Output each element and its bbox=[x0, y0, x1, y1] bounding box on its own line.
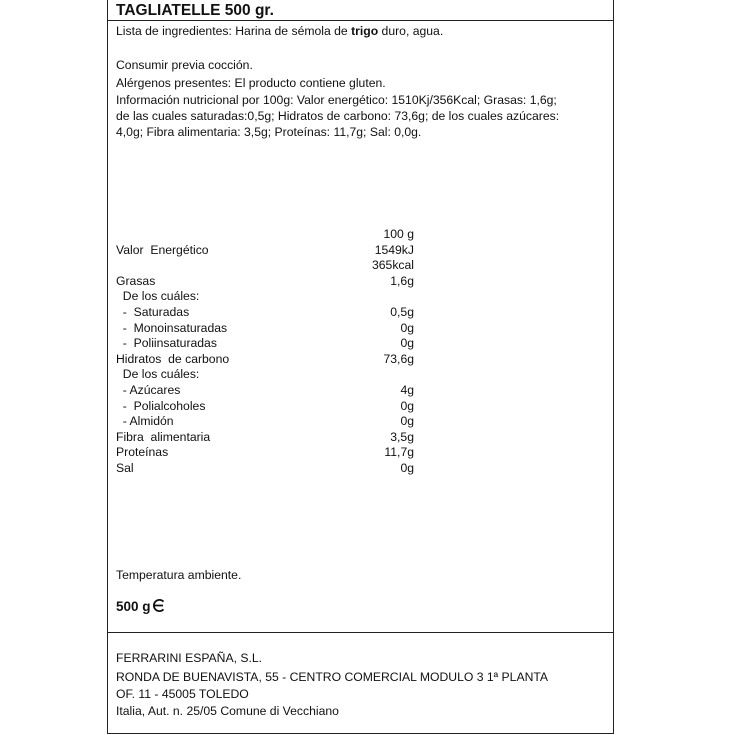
company-origin: Italia, Aut. n. 25/05 Comune di Vecchiano bbox=[116, 704, 339, 718]
nutrition-label: - Almidón bbox=[116, 414, 174, 429]
nutrition-label: - Poliinsaturadas bbox=[116, 336, 217, 351]
nutrition-header: 100 g bbox=[383, 227, 414, 241]
nutrition-row bbox=[116, 461, 421, 477]
nutrition-row bbox=[116, 336, 421, 352]
nutrition-value: 4g bbox=[400, 382, 414, 397]
nutrition-row bbox=[116, 383, 421, 399]
nutrition-label: Proteínas bbox=[116, 445, 169, 460]
company-divider bbox=[107, 632, 614, 633]
nutrition-text-line: Información nutricional por 100g: Valor energético: 1510Kj/356Kcal; Grasas: 1,6g; bbox=[116, 93, 557, 107]
usage-text: Consumir previa cocción. bbox=[116, 58, 253, 72]
nutrition-rows bbox=[116, 243, 421, 477]
nutrition-row bbox=[116, 445, 421, 461]
nutrition-row bbox=[116, 367, 421, 383]
nutrition-label: Sal bbox=[116, 460, 134, 475]
nutrition-value: 0g bbox=[400, 460, 414, 475]
nutrition-row bbox=[116, 352, 421, 368]
nutrition-value: 73,6g bbox=[383, 351, 414, 366]
nutrition-value: 3,5g bbox=[390, 429, 414, 444]
nutrition-label: Hidratos de carbono bbox=[116, 351, 230, 366]
nutrition-label: Valor Energético bbox=[116, 242, 209, 257]
nutrition-label: - Polialcoholes bbox=[116, 398, 206, 413]
ingredients-line bbox=[116, 24, 443, 39]
nutrition-header-row bbox=[116, 227, 421, 243]
estimated-sign-icon bbox=[152, 598, 165, 618]
ingredients-prefix: Lista de ingredientes: Harina de sémola de bbox=[116, 24, 352, 38]
nutrition-value: 0,5g bbox=[390, 304, 414, 319]
nutrition-text-line: 4,0g; Fibra alimentaria: 3,5g; Proteínas: 11,7g; Sal: 0,0g. bbox=[116, 125, 422, 139]
ingredients-allergen-bold: trigo bbox=[351, 24, 379, 38]
nutrition-row bbox=[116, 321, 421, 337]
storage-text: Temperatura ambiente. bbox=[116, 568, 242, 582]
nutrition-table bbox=[116, 227, 421, 477]
net-weight bbox=[116, 598, 165, 618]
nutrition-label: Grasas bbox=[116, 273, 156, 288]
title-divider bbox=[107, 20, 614, 21]
nutrition-label: De los cuáles: bbox=[116, 289, 200, 304]
nutrition-text-line: de las cuales saturadas:0,5g; Hidratos de carbono: 73,6g; de los cuales azúcares: bbox=[116, 109, 560, 123]
nutrition-row bbox=[116, 243, 421, 259]
allergens-text: Alérgenos presentes: El producto contiene gluten. bbox=[116, 76, 386, 90]
net-weight-value: 500 g bbox=[116, 599, 151, 614]
nutrition-value: 0g bbox=[400, 398, 414, 413]
nutrition-label: - Saturadas bbox=[116, 304, 190, 319]
nutrition-label: - Azúcares bbox=[116, 382, 181, 397]
nutrition-value: 365kcal bbox=[371, 258, 414, 273]
company-address-1: RONDA DE BUENAVISTA, 55 - CENTRO COMERCIAL MODULO 3 1ª PLANTA bbox=[116, 670, 549, 684]
nutrition-value: 11,7g bbox=[384, 445, 414, 460]
nutrition-row bbox=[116, 258, 421, 274]
nutrition-label: De los cuáles: bbox=[116, 367, 200, 382]
nutrition-value: 0g bbox=[400, 320, 414, 335]
nutrition-label: - Monoinsaturadas bbox=[116, 320, 228, 335]
nutrition-row bbox=[116, 274, 421, 290]
nutrition-row bbox=[116, 414, 421, 430]
nutrition-row bbox=[116, 289, 421, 305]
product-title: TAGLIATELLE 500 gr. bbox=[116, 2, 274, 19]
nutrition-row bbox=[116, 430, 421, 446]
nutrition-value: 0g bbox=[400, 414, 414, 429]
company-name: FERRARINI ESPAÑA, S.L. bbox=[116, 651, 263, 665]
nutrition-value: 1,6g bbox=[390, 273, 414, 288]
nutrition-value: 1549kJ bbox=[374, 242, 414, 257]
nutrition-row bbox=[116, 399, 421, 415]
ingredients-suffix: duro, agua. bbox=[378, 24, 444, 38]
nutrition-label: Fibra alimentaria bbox=[116, 429, 211, 444]
nutrition-value: 0g bbox=[400, 336, 414, 351]
company-address-2: OF. 11 - 45005 TOLEDO bbox=[116, 687, 249, 701]
nutrition-row bbox=[116, 305, 421, 321]
